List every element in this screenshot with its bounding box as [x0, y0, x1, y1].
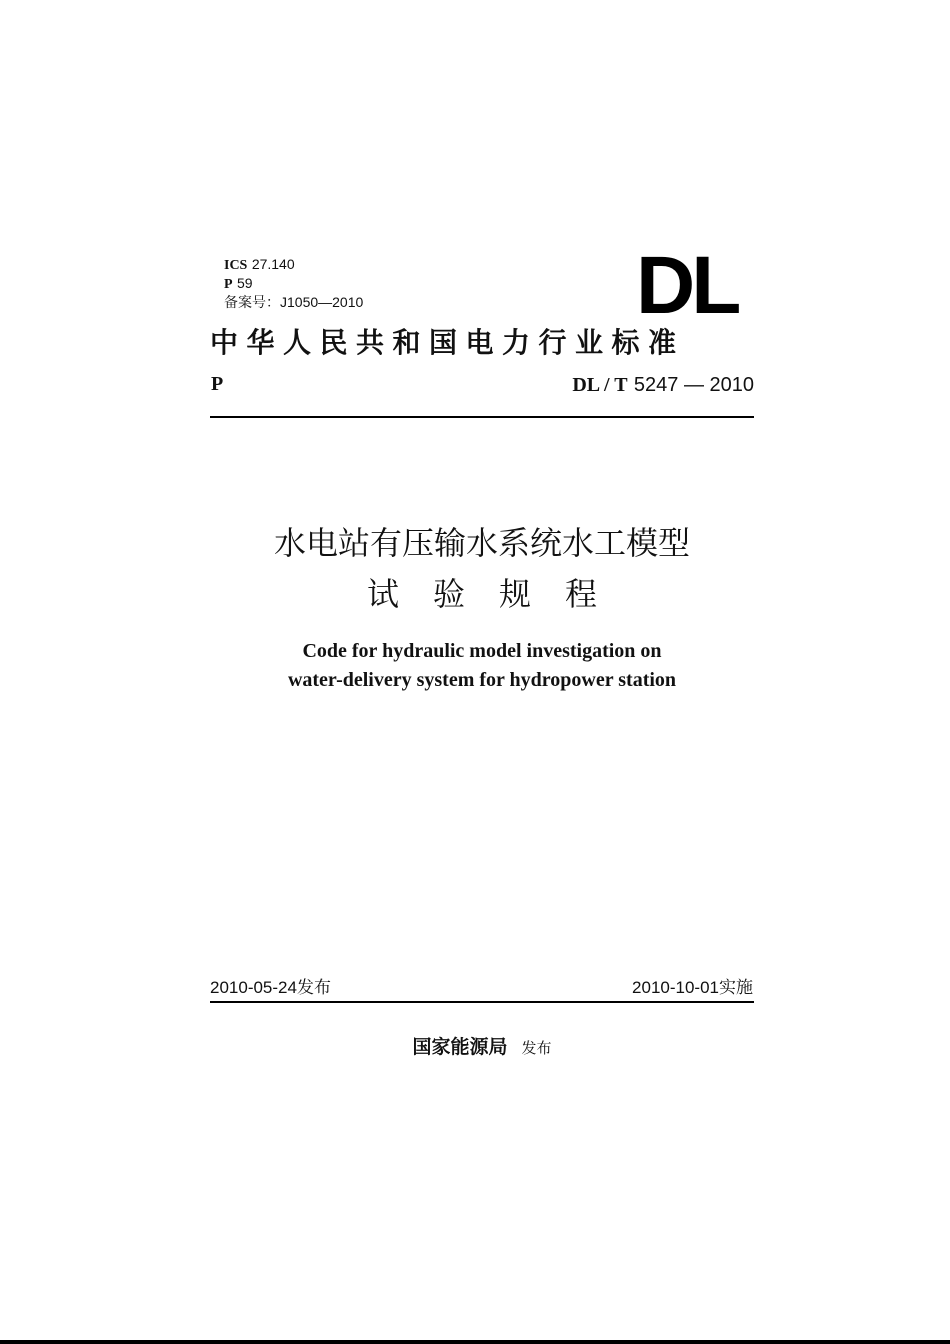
classification-code: P — [211, 373, 224, 395]
title-cn-line2: 试验规程 — [366, 575, 631, 613]
title-en-line1: Code for hydraulic model investigation on — [302, 640, 662, 662]
standard-number-prefix: DL / T — [572, 374, 628, 396]
issuer-action: 发布 — [521, 1039, 552, 1057]
standard-number — [572, 371, 754, 398]
record-number — [224, 293, 363, 313]
issuer-org: 国家能源局 — [412, 1036, 508, 1058]
ics-code — [224, 255, 295, 275]
standard-org-title: 中华人民共和国电力行业标准 — [210, 326, 685, 359]
standard-number-value: 5247 — 2010 — [633, 374, 754, 396]
effective-date-label: 实施 — [719, 978, 753, 998]
p-code — [224, 274, 253, 294]
header-divider — [210, 416, 754, 418]
footer-divider — [210, 1001, 754, 1003]
p-value: 59 — [237, 275, 253, 291]
dl-logo: DL — [636, 240, 738, 331]
effective-date-value: 2010-10-01 — [632, 978, 719, 997]
ics-value: 27.140 — [251, 256, 295, 272]
record-label: 备案号： — [224, 295, 280, 311]
issue-date-value: 2010-05-24 — [210, 978, 297, 997]
record-value: J1050—2010 — [280, 294, 364, 310]
ics-label: ICS — [224, 258, 248, 273]
issue-date-label: 发布 — [296, 978, 331, 998]
title-cn-line1: 水电站有压输水系统水工模型 — [273, 524, 690, 562]
issuer — [0, 1032, 950, 1059]
p-label: P — [224, 277, 233, 292]
page-bottom-border — [0, 1340, 950, 1344]
issue-date — [210, 977, 331, 999]
title-en-line2: water-delivery system for hydropower station — [287, 669, 677, 691]
effective-date — [632, 977, 753, 999]
